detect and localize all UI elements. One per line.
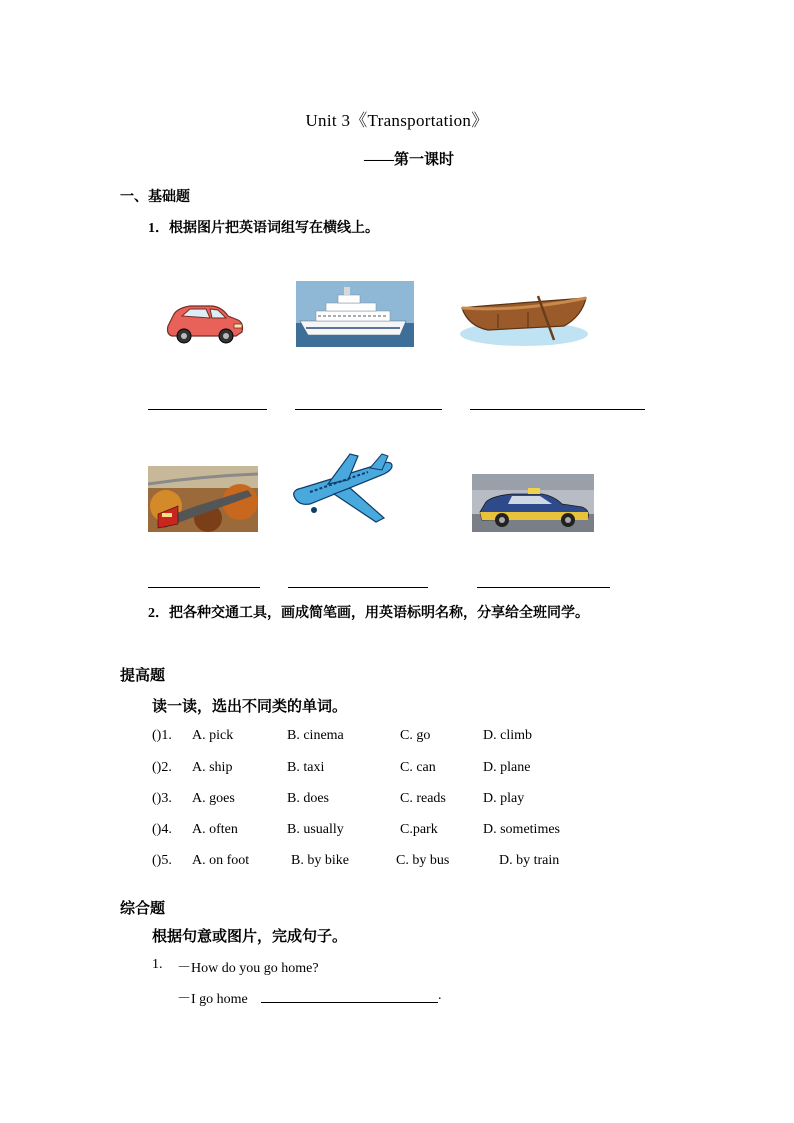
dialogue-question: －How do you go home? — [177, 961, 319, 976]
answer-line-3[interactable] — [470, 409, 645, 410]
question-number[interactable]: ()3. — [152, 791, 172, 806]
question-2-prompt: 2．把各种交通工具，画成简笔画，用英语标明名称，分享给全班同学。 — [148, 606, 589, 621]
option-d: D. plane — [483, 760, 531, 775]
item-number: 1. — [152, 957, 163, 972]
option-d: D. sometimes — [483, 822, 560, 837]
option-a: A. goes — [192, 791, 235, 806]
option-b: B. usually — [287, 822, 344, 837]
question-number[interactable]: ()5. — [152, 853, 172, 868]
dialogue-answer-line[interactable] — [261, 1002, 438, 1003]
page-subtitle: ——第一课时 — [363, 152, 454, 168]
answer-line-2[interactable] — [295, 409, 442, 410]
option-a: A. pick — [192, 728, 234, 743]
train-picture — [148, 466, 258, 532]
option-a: A. ship — [192, 760, 233, 775]
option-b: B. by bike — [291, 853, 349, 868]
page-title: Unit 3《Transportation》 — [305, 111, 489, 130]
car-picture — [160, 296, 246, 346]
question-number[interactable]: ()2. — [152, 760, 172, 775]
answer-line-6[interactable] — [477, 587, 610, 588]
advanced-instruction: 读一读，选出不同类的单词。 — [152, 699, 348, 715]
answer-line-1[interactable] — [148, 409, 267, 410]
question-1-prompt: 1．根据图片把英语词组写在横线上。 — [148, 221, 379, 236]
option-c: C. reads — [400, 791, 446, 806]
section-basic-heading: 一、基础题 — [120, 190, 190, 205]
option-b: B. does — [287, 791, 329, 806]
section-comprehensive-heading: 综合题 — [120, 901, 166, 917]
dialogue-answer-prefix: －I go home — [177, 992, 248, 1007]
option-c: C. can — [400, 760, 436, 775]
question-number[interactable]: ()1. — [152, 728, 172, 743]
airplane-picture — [288, 452, 396, 524]
cruise-ship-picture — [296, 281, 414, 347]
answer-line-5[interactable] — [288, 587, 428, 588]
option-d: D. play — [483, 791, 525, 806]
option-c: C. go — [400, 728, 431, 743]
option-c: C.park — [400, 822, 438, 837]
option-a: A. on foot — [192, 853, 250, 868]
taxi-picture — [472, 474, 594, 532]
option-d: D. climb — [483, 728, 532, 743]
question-number[interactable]: ()4. — [152, 822, 172, 837]
comprehensive-instruction: 根据句意或图片，完成句子。 — [152, 929, 348, 945]
option-d: D. by train — [499, 853, 560, 868]
option-a: A. often — [192, 822, 238, 837]
option-b: B. taxi — [287, 760, 325, 775]
section-advanced-heading: 提高题 — [120, 668, 166, 684]
rowboat-picture — [458, 286, 590, 348]
option-c: C. by bus — [396, 853, 450, 868]
dialogue-answer-suffix: . — [438, 988, 442, 1003]
option-b: B. cinema — [287, 728, 344, 743]
answer-line-4[interactable] — [148, 587, 260, 588]
